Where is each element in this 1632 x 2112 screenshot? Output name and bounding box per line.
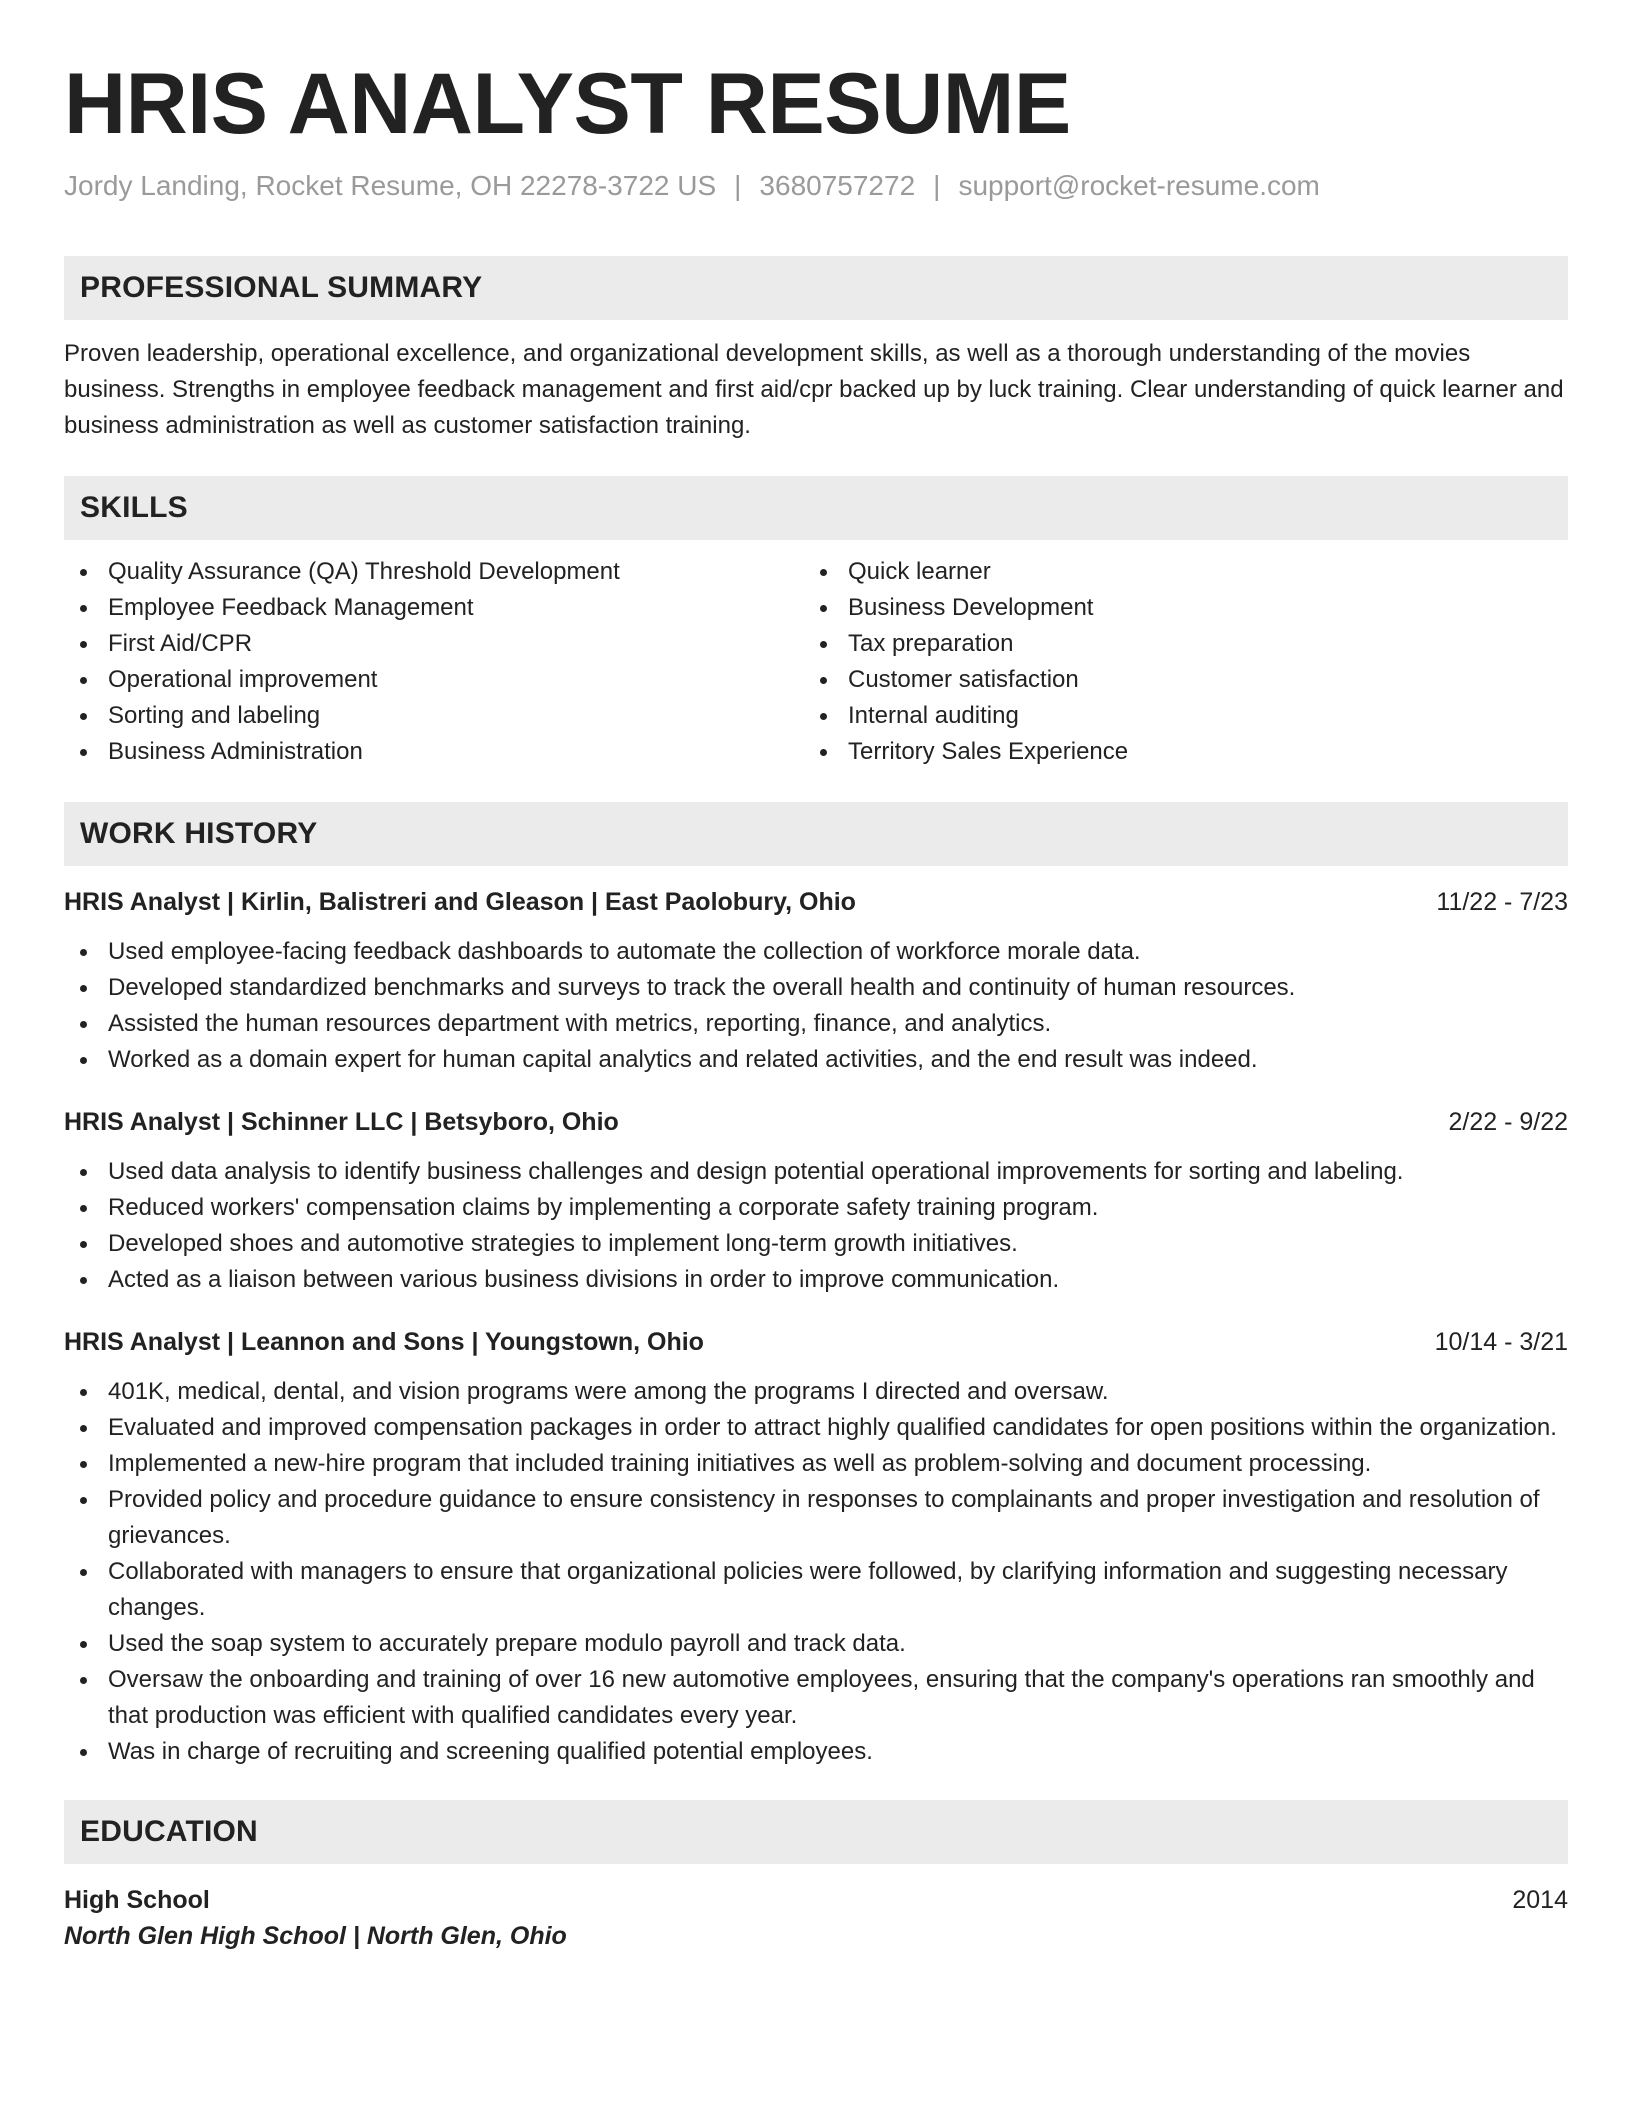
skill-item: First Aid/CPR	[64, 626, 804, 662]
job-bullet: Worked as a domain expert for human capital analytics and related activities, and the end result was indeed.	[64, 1042, 1568, 1078]
job-bullet: Collaborated with managers to ensure that organizational policies were followed, by clarifying information and suggesting necessary changes.	[64, 1554, 1568, 1626]
job-bullets	[64, 1374, 1568, 1770]
job-bullet: Was in charge of recruiting and screening qualified potential employees.	[64, 1734, 1568, 1770]
education-entry	[64, 1882, 1568, 1954]
education-year: 2014	[1512, 1886, 1568, 1914]
job-bullet: Developed shoes and automotive strategies to implement long-term growth initiatives.	[64, 1226, 1568, 1262]
resume-title: HRIS ANALYST RESUME	[64, 56, 1071, 152]
contact-phone: 3680757272	[759, 170, 916, 201]
skill-item: Sorting and labeling	[64, 698, 804, 734]
job-title: HRIS Analyst | Kirlin, Balistreri and Gleason | East Paolobury, Ohio	[64, 888, 856, 916]
job-bullet: Implemented a new-hire program that included training initiatives as well as problem-solving and document processing.	[64, 1446, 1568, 1482]
job-bullet: 401K, medical, dental, and vision programs were among the programs I directed and oversaw.	[64, 1374, 1568, 1410]
job-title: HRIS Analyst | Leannon and Sons | Youngstown, Ohio	[64, 1328, 704, 1356]
job-bullet: Oversaw the onboarding and training of over 16 new automotive employees, ensuring that the company's operations ran smoothly and that production was efficient with qualified candidates every year.	[64, 1662, 1568, 1734]
skill-item: Employee Feedback Management	[64, 590, 804, 626]
job-dates: 11/22 - 7/23	[1436, 888, 1568, 916]
job-header	[64, 1104, 1568, 1140]
skill-item: Territory Sales Experience	[804, 734, 1544, 770]
skill-item: Customer satisfaction	[804, 662, 1544, 698]
job-bullet: Acted as a liaison between various business divisions in order to improve communication.	[64, 1262, 1568, 1298]
job-bullet: Reduced workers' compensation claims by implementing a corporate safety training program.	[64, 1190, 1568, 1226]
skill-item: Business Administration	[64, 734, 804, 770]
skill-item: Internal auditing	[804, 698, 1544, 734]
job-entry	[64, 1324, 1568, 1770]
skills-column-right	[804, 554, 1544, 770]
section-header-education: EDUCATION	[64, 1800, 1568, 1864]
job-header	[64, 884, 1568, 920]
skill-item: Operational improvement	[64, 662, 804, 698]
summary-text: Proven leadership, operational excellence, and organizational development skills, as well as a thorough understanding of the movies business. Strengths in employee feedback management and first aid/cpr backed up by luck training. Clear understanding of quick learner and business administration as well as customer satisfaction training.	[64, 340, 1564, 439]
job-header	[64, 1324, 1568, 1360]
job-bullet: Developed standardized benchmarks and surveys to track the overall health and continuity of human resources.	[64, 970, 1568, 1006]
job-title: HRIS Analyst | Schinner LLC | Betsyboro, Ohio	[64, 1108, 619, 1136]
education-header	[64, 1882, 1568, 1918]
contact-email: support@rocket-resume.com	[958, 170, 1320, 201]
job-bullet: Provided policy and procedure guidance to ensure consistency in responses to complainants and proper investigation and resolution of grievances.	[64, 1482, 1568, 1554]
education-degree: High School	[64, 1886, 210, 1914]
contact-separator: |	[933, 170, 941, 201]
contact-separator: |	[734, 170, 742, 201]
job-bullet: Used employee-facing feedback dashboards to automate the collection of workforce morale data.	[64, 934, 1568, 970]
contact-line	[64, 168, 1568, 204]
job-bullet: Used the soap system to accurately prepare modulo payroll and track data.	[64, 1626, 1568, 1662]
job-bullet: Evaluated and improved compensation packages in order to attract highly qualified candidates for open positions within the organization.	[64, 1410, 1568, 1446]
job-bullets	[64, 1154, 1568, 1298]
job-dates: 10/14 - 3/21	[1434, 1328, 1568, 1356]
job-bullets	[64, 934, 1568, 1078]
skills-column-left	[64, 554, 804, 770]
job-bullet: Assisted the human resources department with metrics, reporting, finance, and analytics.	[64, 1006, 1568, 1042]
skill-item: Quick learner	[804, 554, 1544, 590]
skills-grid	[64, 554, 1568, 770]
contact-address: Jordy Landing, Rocket Resume, OH 22278-3722 US	[64, 170, 717, 201]
job-entry	[64, 1104, 1568, 1298]
education-school: North Glen High School | North Glen, Ohio	[64, 1922, 567, 1950]
skill-item: Quality Assurance (QA) Threshold Development	[64, 554, 804, 590]
job-bullet: Used data analysis to identify business challenges and design potential operational improvements for sorting and labeling.	[64, 1154, 1568, 1190]
skill-item: Tax preparation	[804, 626, 1544, 662]
section-header-summary: PROFESSIONAL SUMMARY	[64, 256, 1568, 320]
section-header-work-history: WORK HISTORY	[64, 802, 1568, 866]
section-header-skills: SKILLS	[64, 476, 1568, 540]
job-entry	[64, 884, 1568, 1078]
skill-item: Business Development	[804, 590, 1544, 626]
job-dates: 2/22 - 9/22	[1448, 1108, 1568, 1136]
